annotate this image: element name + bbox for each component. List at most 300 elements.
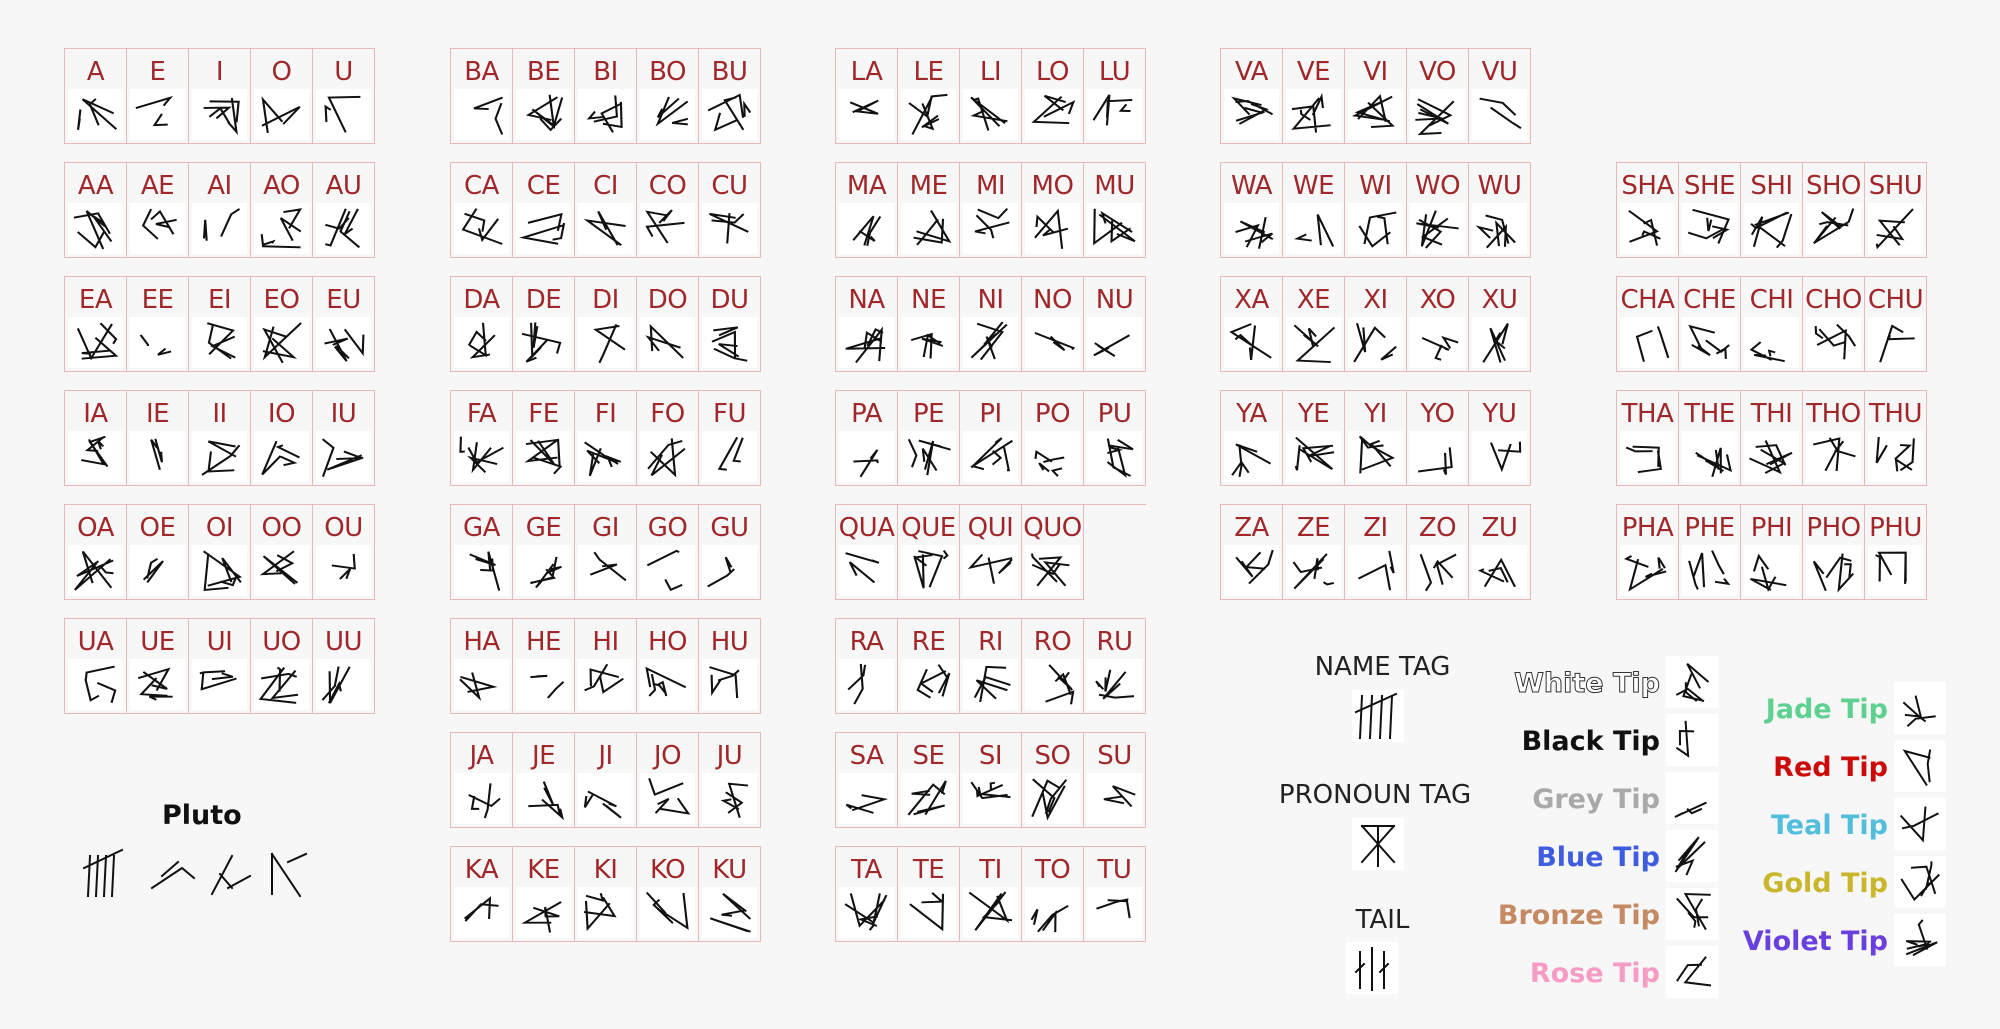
glyph-icon [578, 659, 633, 710]
syllable-cell [1022, 619, 1084, 714]
glyph-icon [1025, 317, 1080, 368]
glyph-icon [1682, 203, 1737, 254]
table-row [1616, 276, 1927, 372]
syllable-label: GE [525, 513, 562, 543]
glyph-icon [702, 545, 757, 596]
syllable-label: THE [1684, 399, 1735, 429]
syllable-label: AA [77, 171, 114, 201]
table-row [835, 48, 1146, 144]
syllable-cell [1865, 505, 1927, 600]
glyph-icon [901, 317, 956, 368]
syllable-cell [451, 49, 513, 144]
syllable-cell [1617, 163, 1679, 258]
syllable-cell [451, 163, 513, 258]
syllable-cell [127, 391, 189, 486]
syllable-cell [513, 733, 575, 828]
syllable-label: DA [463, 285, 500, 315]
glyph-icon [254, 203, 309, 254]
name-tag-glyph [1352, 690, 1404, 742]
glyph-icon [963, 203, 1018, 254]
glyph-icon [254, 317, 309, 368]
syllable-label: SU [1097, 741, 1132, 771]
syllable-label: BE [526, 57, 561, 87]
syllable-cell [251, 505, 313, 600]
glyph-icon [192, 203, 247, 254]
syllable-label: A [86, 57, 105, 87]
glyph-icon [963, 431, 1018, 482]
tip-label: Jade Tip [1765, 694, 1888, 725]
syllable-label: PE [912, 399, 945, 429]
glyph-icon [68, 431, 123, 482]
syllable-cell [313, 619, 375, 714]
table-row [450, 504, 761, 600]
glyph-icon [1620, 431, 1675, 482]
glyph-icon [516, 659, 571, 710]
glyph-icon [1744, 431, 1799, 482]
glyph-icon [130, 89, 185, 140]
glyph-icon [454, 887, 509, 938]
syllable-cell [189, 49, 251, 144]
syllable-cell [1221, 163, 1283, 258]
syllable-label: UE [140, 627, 175, 657]
syllable-cell [637, 733, 699, 828]
syllable-cell [898, 733, 960, 828]
glyph-icon [1410, 431, 1465, 482]
glyph-icon [1744, 317, 1799, 368]
glyph-icon [702, 773, 757, 824]
pronoun-tag-label: PRONOUN TAG [1278, 780, 1472, 810]
syllable-label: THU [1869, 399, 1922, 429]
glyph-icon [1286, 89, 1341, 140]
syllable-cell [513, 277, 575, 372]
pronoun-tag-glyph [1352, 818, 1404, 870]
syllable-label: LE [913, 57, 944, 87]
glyph-icon [192, 89, 247, 140]
syllable-cell [637, 391, 699, 486]
glyph-icon [839, 887, 894, 938]
pluto-glyphs [82, 848, 312, 900]
glyph-icon [1286, 317, 1341, 368]
table-row [450, 162, 761, 258]
syllable-cell [836, 277, 898, 372]
glyph-icon [963, 773, 1018, 824]
syllable-label: SHI [1750, 171, 1793, 201]
table-row [835, 276, 1146, 372]
syllable-label: BA [464, 57, 499, 87]
glyph-icon [1025, 89, 1080, 140]
syllable-label: VU [1481, 57, 1518, 87]
tip-glyph-icon [1666, 888, 1718, 940]
syllable-label: UI [206, 627, 233, 657]
table-row [1220, 276, 1531, 372]
glyph-icon [702, 887, 757, 938]
syllable-cell [189, 277, 251, 372]
glyph-icon [516, 545, 571, 596]
glyph-icon [1744, 203, 1799, 254]
syllable-cell [575, 277, 637, 372]
syllable-label: VO [1419, 57, 1456, 87]
syllable-label: I [215, 57, 224, 87]
syllable-cell [65, 277, 127, 372]
glyph-icon [1472, 317, 1527, 368]
glyph-icon [963, 89, 1018, 140]
syllable-cell [1407, 505, 1469, 600]
glyph-icon [1224, 545, 1279, 596]
syllable-label: CHI [1749, 285, 1794, 315]
syllable-label: JO [653, 741, 682, 771]
syllable-cell [189, 391, 251, 486]
table-row [835, 732, 1146, 828]
table-row [64, 48, 375, 144]
syllable-label: RO [1033, 627, 1072, 657]
syllable-cell [513, 847, 575, 942]
syllable-cell [127, 49, 189, 144]
syllable-label: PO [1034, 399, 1071, 429]
glyph-icon [1087, 659, 1142, 710]
glyph-icon [516, 203, 571, 254]
syllable-label: ZU [1481, 513, 1518, 543]
syllable-cell [1084, 391, 1146, 486]
glyph-icon [578, 773, 633, 824]
syllable-cell [1084, 49, 1146, 144]
syllable-cell [1084, 619, 1146, 714]
glyph-icon [1410, 203, 1465, 254]
syllable-label: OI [205, 513, 234, 543]
syllable-label: OE [139, 513, 176, 543]
syllable-label: UU [324, 627, 363, 657]
syllable-label: SHE [1684, 171, 1735, 201]
table-row [64, 162, 375, 258]
syllable-label: DU [710, 285, 749, 315]
glyph-icon [1286, 203, 1341, 254]
glyph-icon [316, 659, 371, 710]
syllable-cell [960, 733, 1022, 828]
syllable-cell [1617, 277, 1679, 372]
syllable-cell [1407, 163, 1469, 258]
syllable-label: XA [1234, 285, 1269, 315]
glyph-icon [702, 431, 757, 482]
syllable-cell [1221, 505, 1283, 600]
syllable-label: BI [593, 57, 618, 87]
glyph-icon [1472, 545, 1527, 596]
glyph-icon [1224, 89, 1279, 140]
table-row [450, 390, 761, 486]
table-row [1220, 504, 1531, 600]
syllable-label: BU [711, 57, 748, 87]
glyph-icon [1868, 203, 1923, 254]
glyph-icon [1348, 89, 1403, 140]
glyph-icon [1224, 317, 1279, 368]
glyph-icon [1806, 431, 1861, 482]
syllable-cell [313, 505, 375, 600]
syllable-cell [251, 277, 313, 372]
syllable-label: WO [1414, 171, 1461, 201]
tip-label: Red Tip [1773, 752, 1888, 783]
syllable-cell [65, 505, 127, 600]
glyph-icon [901, 203, 956, 254]
syllable-label: VE [1296, 57, 1331, 87]
glyph-icon [1286, 431, 1341, 482]
glyph-icon [1410, 89, 1465, 140]
table-row [64, 618, 375, 714]
syllable-cell [836, 847, 898, 942]
glyph-icon [68, 89, 123, 140]
tip-label: Bronze Tip [1497, 900, 1660, 931]
syllable-label: THO [1806, 399, 1861, 429]
syllable-cell [65, 619, 127, 714]
glyph-icon [454, 431, 509, 482]
syllable-label: GA [463, 513, 500, 543]
glyph-icon [702, 203, 757, 254]
syllable-label: PHE [1684, 513, 1735, 543]
syllable-label: QUE [901, 513, 956, 543]
tip-glyph-icon [1894, 856, 1946, 908]
syllable-cell [1741, 391, 1803, 486]
syllable-label: CA [464, 171, 499, 201]
syllable-label: MI [975, 171, 1006, 201]
syllable-cell [513, 619, 575, 714]
syllable-cell [1283, 505, 1345, 600]
syllable-label: WE [1292, 171, 1335, 201]
syllable-label: HO [647, 627, 687, 657]
glyph-icon [454, 659, 509, 710]
syllable-cell [699, 847, 761, 942]
syllable-label: QUI [967, 513, 1014, 543]
glyph-icon [1025, 203, 1080, 254]
syllable-label: LI [979, 57, 1002, 87]
table-row [835, 162, 1146, 258]
syllable-cell [898, 277, 960, 372]
syllable-label: WA [1230, 171, 1273, 201]
syllable-cell [1221, 391, 1283, 486]
syllable-cell [513, 163, 575, 258]
syllable-cell [898, 847, 960, 942]
glyph-icon [578, 317, 633, 368]
syllable-cell [1283, 49, 1345, 144]
syllable-label: ZA [1234, 513, 1269, 543]
glyph-icon [254, 545, 309, 596]
glyph-icon [963, 887, 1018, 938]
syllable-label: WU [1477, 171, 1522, 201]
syllable-label: DE [525, 285, 562, 315]
syllable-cell [836, 163, 898, 258]
table-row [64, 390, 375, 486]
syllable-cell [1221, 49, 1283, 144]
glyph-icon [1410, 545, 1465, 596]
syllable-label: NE [911, 285, 946, 315]
glyph-icon [516, 431, 571, 482]
syllable-cell [1803, 391, 1865, 486]
syllable-label: CU [711, 171, 748, 201]
syllable-label: PA [851, 399, 882, 429]
glyph-icon [901, 887, 956, 938]
table-row [1220, 390, 1531, 486]
syllable-label: LA [850, 57, 883, 87]
syllable-label: DI [592, 285, 619, 315]
glyph-icon [254, 431, 309, 482]
syllable-label: FA [466, 399, 497, 429]
glyph-icon [1025, 773, 1080, 824]
syllable-cell [65, 391, 127, 486]
syllable-cell [637, 49, 699, 144]
table-row [1220, 48, 1531, 144]
syllable-cell [637, 847, 699, 942]
syllable-label: CO [648, 171, 687, 201]
syllable-label: FU [713, 399, 746, 429]
syllable-label: CHA [1620, 285, 1675, 315]
glyph-icon [1806, 317, 1861, 368]
table-row [450, 48, 761, 144]
tip-label: Rose Tip [1529, 958, 1660, 989]
syllable-label: LU [1098, 57, 1131, 87]
glyph-icon [578, 89, 633, 140]
syllable-cell [637, 505, 699, 600]
glyph-icon [578, 431, 633, 482]
syllable-label: KE [527, 855, 560, 885]
syllable-label: II [212, 399, 227, 429]
syllable-label: NI [977, 285, 1004, 315]
tip-glyph-icon [1894, 682, 1946, 734]
syllable-cell [1022, 733, 1084, 828]
syllable-cell [637, 277, 699, 372]
syllable-cell [127, 277, 189, 372]
glyph-icon [1682, 545, 1737, 596]
syllable-cell [1741, 163, 1803, 258]
glyph-icon [1025, 431, 1080, 482]
syllable-cell [189, 619, 251, 714]
syllable-cell [575, 163, 637, 258]
glyph-icon [1348, 431, 1403, 482]
glyph-icon [1348, 317, 1403, 368]
syllable-label: U [334, 57, 353, 87]
syllable-label: YE [1297, 399, 1330, 429]
glyph-icon [901, 89, 956, 140]
glyph-icon [1868, 317, 1923, 368]
glyph-icon [130, 545, 185, 596]
syllable-cell [313, 277, 375, 372]
syllable-label: GU [710, 513, 749, 543]
syllable-label: MO [1031, 171, 1074, 201]
syllable-label: QUA [838, 513, 895, 543]
glyph-icon [1620, 545, 1675, 596]
tip-label: Black Tip [1521, 726, 1660, 757]
syllable-cell [575, 733, 637, 828]
glyph-icon [640, 659, 695, 710]
syllable-label: OO [261, 513, 302, 543]
syllable-label: SHO [1805, 171, 1862, 201]
syllable-label: TA [851, 855, 882, 885]
tip-glyph-icon [1666, 772, 1718, 824]
glyph-icon [839, 431, 894, 482]
syllable-cell [1469, 505, 1531, 600]
syllable-cell [1022, 505, 1084, 600]
tip-glyph-icon [1666, 714, 1718, 766]
tip-label: Blue Tip [1536, 842, 1660, 873]
syllable-label: E [149, 57, 166, 87]
glyph-icon [1025, 887, 1080, 938]
glyph-icon [1348, 545, 1403, 596]
syllable-label: OU [324, 513, 363, 543]
syllable-cell [960, 391, 1022, 486]
table-row [450, 732, 761, 828]
syllable-label: RA [849, 627, 884, 657]
syllable-cell [1865, 277, 1927, 372]
syllable-cell [189, 163, 251, 258]
syllable-cell [251, 49, 313, 144]
glyph-icon [1087, 203, 1142, 254]
syllable-label: MA [846, 171, 887, 201]
syllable-cell [836, 505, 898, 600]
syllable-cell [1679, 391, 1741, 486]
glyph-icon [1744, 545, 1799, 596]
table-row [450, 846, 761, 942]
syllable-cell [1407, 391, 1469, 486]
glyph-icon [516, 89, 571, 140]
syllable-cell [960, 49, 1022, 144]
glyph-icon [1224, 431, 1279, 482]
syllable-label: THI [1750, 399, 1793, 429]
syllable-cell [127, 505, 189, 600]
syllable-label: RE [911, 627, 946, 657]
syllable-cell [1865, 391, 1927, 486]
glyph-icon [963, 317, 1018, 368]
glyph-icon [130, 659, 185, 710]
glyph-icon [702, 89, 757, 140]
table-row [835, 846, 1146, 942]
glyph-icon [1620, 317, 1675, 368]
syllable-label: IU [330, 399, 357, 429]
syllable-cell [699, 163, 761, 258]
glyph-icon [1472, 431, 1527, 482]
syllable-label: VA [1235, 57, 1268, 87]
syllable-cell [1407, 49, 1469, 144]
glyph-icon [1224, 203, 1279, 254]
glyph-icon [640, 545, 695, 596]
glyph-icon [192, 431, 247, 482]
tip-glyph-icon [1894, 914, 1946, 966]
syllable-cell [836, 49, 898, 144]
syllable-cell [1345, 391, 1407, 486]
table-row [835, 390, 1146, 486]
syllable-cell [699, 277, 761, 372]
glyph-icon [578, 545, 633, 596]
syllable-label: ZI [1363, 513, 1388, 543]
syllable-label: SHU [1868, 171, 1923, 201]
syllable-label: PHO [1806, 513, 1861, 543]
syllable-label: PHI [1750, 513, 1793, 543]
syllable-cell [1617, 505, 1679, 600]
syllable-label: SE [912, 741, 945, 771]
glyph-icon [1087, 317, 1142, 368]
glyph-icon [192, 659, 247, 710]
syllable-label: EE [141, 285, 174, 315]
tail-glyph [1346, 942, 1398, 994]
syllable-cell [1084, 163, 1146, 258]
syllable-label: THA [1621, 399, 1674, 429]
syllable-cell [1407, 277, 1469, 372]
syllable-cell [451, 391, 513, 486]
syllable-cell [451, 847, 513, 942]
glyph-icon [640, 773, 695, 824]
syllable-cell [960, 505, 1022, 600]
syllable-label: YA [1236, 399, 1267, 429]
glyph-icon [454, 773, 509, 824]
glyph-icon [839, 773, 894, 824]
syllable-label: CHO [1805, 285, 1862, 315]
syllable-cell [1469, 277, 1531, 372]
syllable-cell [1679, 277, 1741, 372]
pluto-title: Pluto [162, 800, 242, 831]
